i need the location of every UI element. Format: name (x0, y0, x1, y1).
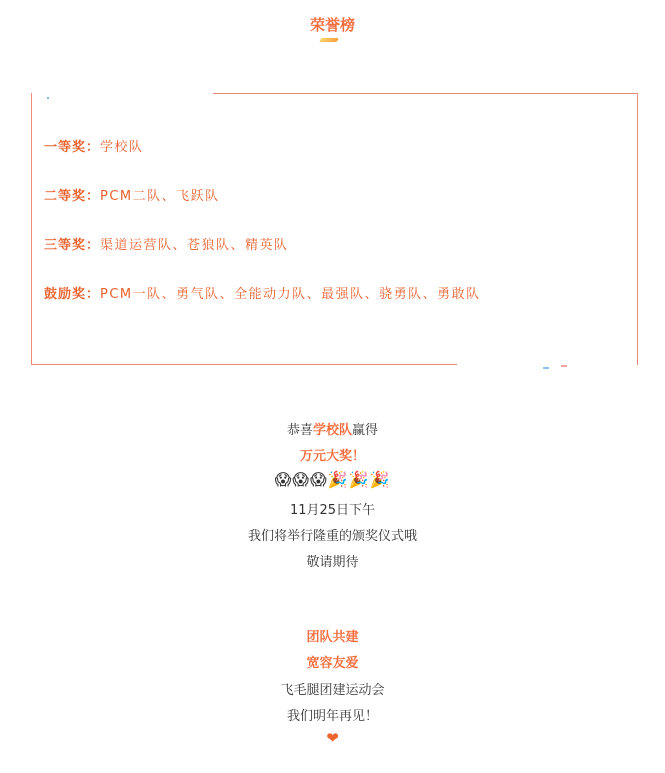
award-third (44, 234, 289, 253)
award-label: 二等奖： (44, 189, 101, 204)
stay-tuned-text: 敬请期待 (306, 555, 359, 570)
decor-dot (561, 365, 567, 367)
ceremony-text: 我们将举行隆重的颁奖仪式哦 (247, 529, 417, 544)
box-border-left (31, 93, 32, 365)
heart-icon: ❤ (326, 729, 339, 747)
see-you-text: 我们明年再见！ (286, 709, 378, 724)
award-value: 渠道运营队、苍狼队、精英队 (100, 238, 289, 253)
award-first (44, 136, 144, 155)
decor-dot (543, 367, 549, 369)
award-encouragement (44, 283, 481, 302)
award-label: 一等奖： (44, 140, 101, 155)
congrats-prefix: 恭喜 (286, 423, 313, 438)
prize-text: 万元大奖！ (299, 449, 365, 464)
congrats-suffix: 赢得 (352, 423, 379, 438)
award-second (44, 185, 220, 204)
ceremony-date: 11月25日下午 (289, 503, 376, 518)
slogan-one: 团队共建 (306, 630, 359, 645)
honor-list-box (31, 93, 638, 365)
award-value: 学校队 (100, 140, 144, 155)
slogan-two: 宽容友爱 (306, 656, 359, 671)
award-value: PCM一队、勇气队、全能动力队、最强队、骁勇队、勇敢队 (100, 287, 481, 302)
congrats-line (0, 419, 665, 438)
event-name: 飞毛腿团建运动会 (280, 683, 385, 698)
award-value: PCM二队、飞跃队 (100, 189, 220, 204)
award-label: 三等奖： (44, 238, 101, 253)
celebration-emojis: 😱😱😱🎉🎉🎉 (274, 470, 391, 489)
decor-dot (47, 97, 49, 99)
winning-team: 学校队 (312, 423, 352, 438)
box-border-bottom (31, 364, 457, 365)
page-title: 荣誉榜 (309, 16, 355, 34)
award-label: 鼓励奖： (44, 287, 101, 302)
box-border-top (213, 93, 638, 94)
box-border-right (637, 93, 638, 365)
title-underline-decoration (319, 38, 339, 42)
